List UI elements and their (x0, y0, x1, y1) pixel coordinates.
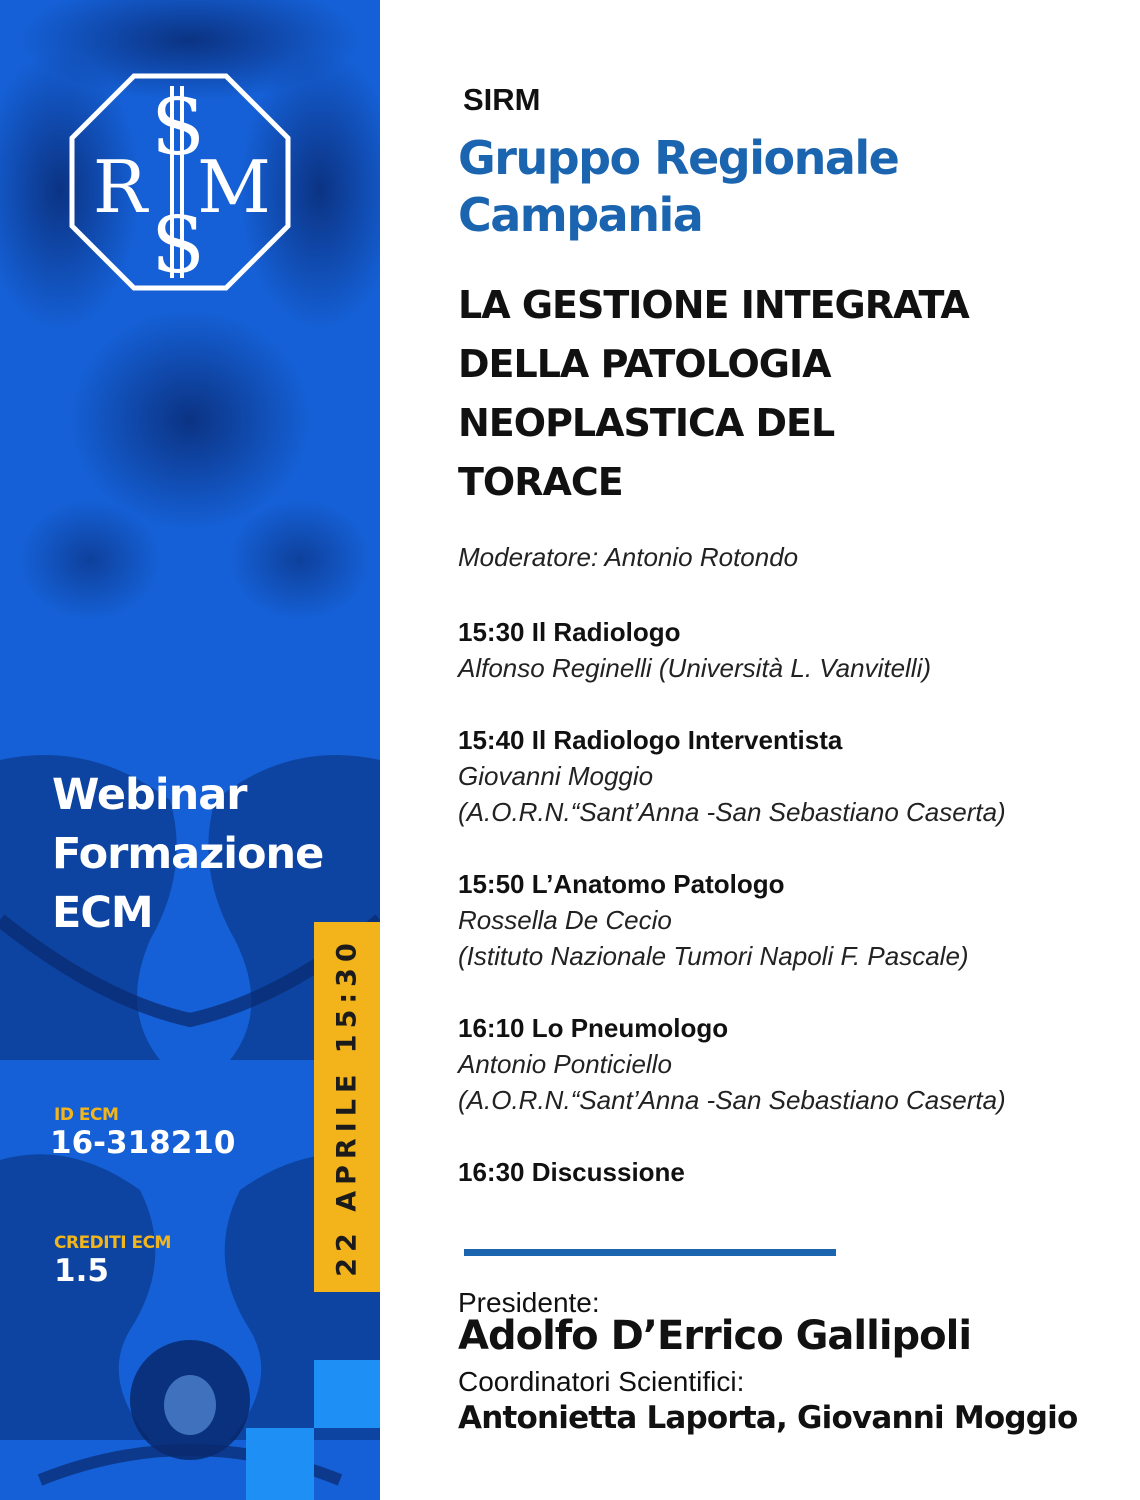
sirm-logo (68, 72, 292, 292)
coordinators-label: Coordinatori Scientifici: (458, 1366, 745, 1397)
org-name: SIRM (463, 82, 541, 117)
webinar-line: Webinar (52, 770, 247, 820)
session-item (458, 1154, 685, 1190)
session-speaker: Giovanni Moggio (458, 761, 654, 791)
id-ecm-label: ID ECM (54, 1105, 119, 1125)
decorative-square (246, 1428, 314, 1500)
session-item (458, 722, 1006, 830)
session-speaker: Alfonso Reginelli (Università L. Vanvitelli) (458, 653, 932, 683)
coordinators-names: Antonietta Laporta, Giovanni Moggio (458, 1400, 1078, 1436)
event-date: 22 APRILE 15:30 (331, 937, 363, 1277)
event-title-line: DELLA PATOLOGIA (458, 342, 831, 386)
session-item (458, 866, 969, 974)
svg-text:R: R (92, 145, 148, 229)
session-affiliation: (A.O.R.N.“Sant’Anna -San Sebastiano Caserta) (458, 1085, 1006, 1115)
svg-text:S: S (151, 83, 205, 173)
session-item (458, 614, 931, 686)
session-affiliation: (A.O.R.N.“Sant’Anna -San Sebastiano Caserta) (458, 797, 1006, 827)
event-title-line: TORACE (458, 460, 623, 504)
event-title (458, 276, 969, 512)
webinar-heading (52, 766, 323, 943)
president-label: Presidente: (458, 1287, 600, 1318)
session-head: 16:10 Lo Pneumologo (458, 1013, 729, 1043)
svg-text:M: M (197, 145, 271, 229)
group-title-line: Gruppo Regionale (458, 131, 899, 185)
session-head: 16:30 Discussione (458, 1157, 685, 1187)
decorative-square (314, 1360, 380, 1428)
session-speaker: Antonio Ponticiello (458, 1049, 672, 1079)
group-title (458, 130, 898, 244)
session-item (458, 1010, 1006, 1118)
group-title-line: Campania (458, 188, 703, 242)
webinar-line: Formazione (52, 829, 324, 879)
crediti-ecm-value: 1.5 (54, 1253, 109, 1289)
moderator: Moderatore: Antonio Rotondo (458, 542, 799, 572)
session-head: 15:50 L’Anatomo Patologo (458, 869, 785, 899)
session-speaker: Rossella De Cecio (458, 905, 672, 935)
webinar-line: ECM (52, 888, 153, 938)
session-head: 15:30 Il Radiologo (458, 617, 681, 647)
president-name: Adolfo D’Errico Gallipoli (458, 1313, 972, 1359)
session-affiliation: (Istituto Nazionale Tumori Napoli F. Pascale) (458, 941, 969, 971)
id-ecm-value: 16-318210 (50, 1125, 236, 1161)
session-head: 15:40 Il Radiologo Interventista (458, 725, 843, 755)
divider (464, 1249, 836, 1256)
event-title-line: NEOPLASTICA DEL (458, 401, 835, 445)
svg-text:S: S (151, 201, 205, 291)
event-title-line: LA GESTIONE INTEGRATA (458, 283, 969, 327)
crediti-ecm-label: CREDITI ECM (54, 1233, 171, 1253)
